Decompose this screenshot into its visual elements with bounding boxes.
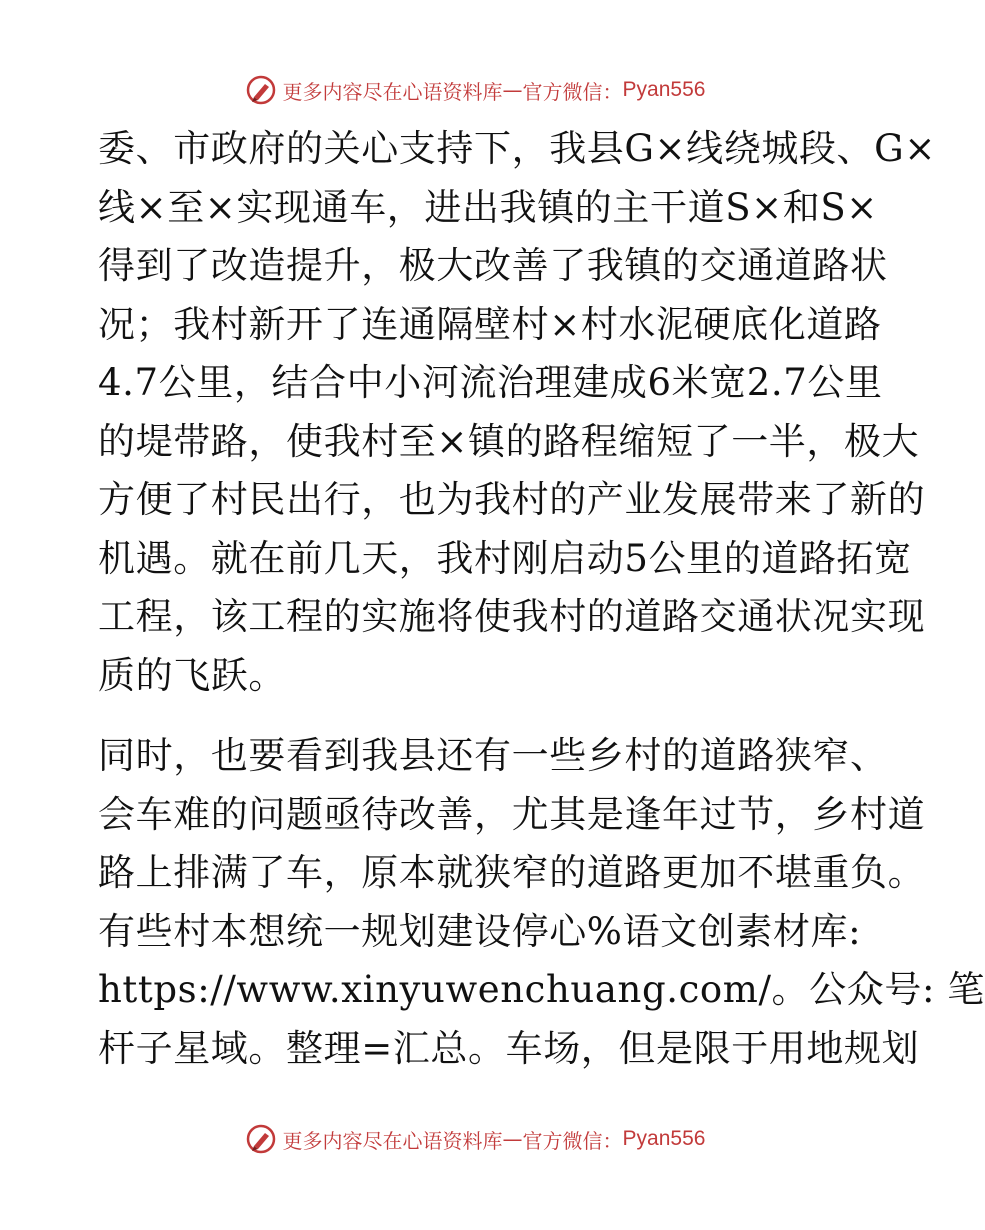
paragraph-2 — [98, 727, 985, 1078]
text-line: 质的飞跃。 — [98, 653, 286, 697]
text-line: 4.7公里，结合中小河流治理建成6米宽2.7公里 — [98, 361, 883, 404]
text-line: 同时，也要看到我县还有一些乡村的道路狭窄、 — [98, 734, 888, 777]
header-watermark — [0, 72, 950, 108]
watermark-dash: — — [502, 78, 523, 102]
text-line: 委、市政府的关心支持下，我县G×线绕城段、G× — [98, 127, 936, 170]
text-line: 会车难的问题亟待改善，尤其是逢年过节，乡村道 — [98, 792, 926, 836]
watermark-text: 更多内容尽在心语资料库 — [282, 79, 503, 104]
text-line: 的堤带路，使我村至×镇的路程缩短了一半，极大 — [98, 419, 920, 463]
text-line: 得到了改造提升，极大改善了我镇的交通道路状 — [98, 244, 888, 287]
paragraph-gap — [98, 705, 858, 727]
watermark-suffix: 官方微信： — [522, 1128, 623, 1153]
paragraph-1 — [98, 120, 936, 705]
watermark-dash: — — [502, 1127, 523, 1151]
text-line: 工程，该工程的实施将使我村的道路交通状况实现 — [98, 595, 926, 638]
text-line: 有些村本想统一规划建设停心%语文创素材库: — [98, 909, 862, 953]
watermark-wechat-id: Pyan556 — [622, 78, 706, 101]
text-line: 路上排满了车，原本就狭窄的道路更加不堪重负。 — [98, 851, 926, 894]
document-body — [98, 120, 985, 1078]
text-line: 方便了村民出行，也为我村的产业发展带来了新的 — [98, 478, 926, 521]
pen-circle-icon — [245, 1123, 277, 1155]
watermark-text: 更多内容尽在心语资料库 — [282, 1128, 503, 1153]
text-line: https://www.xinyuwenchuang.com/。公众号: 笔 — [98, 968, 985, 1011]
text-line: 杆子星域。整理=汇总。车场，但是限于用地规划 — [98, 1026, 920, 1070]
text-line: 况；我村新开了连通隔壁村×村水泥硬底化道路 — [98, 302, 882, 346]
text-line: 线×至×实现通车，进出我镇的主干道S×和S× — [98, 185, 878, 229]
watermark-wechat-id: Pyan556 — [622, 1127, 706, 1150]
pen-circle-icon — [245, 74, 277, 106]
footer-watermark — [0, 1121, 950, 1157]
watermark-suffix: 官方微信： — [522, 79, 623, 104]
text-line: 机遇。就在前几天，我村刚启动5公里的道路拓宽 — [98, 536, 912, 580]
